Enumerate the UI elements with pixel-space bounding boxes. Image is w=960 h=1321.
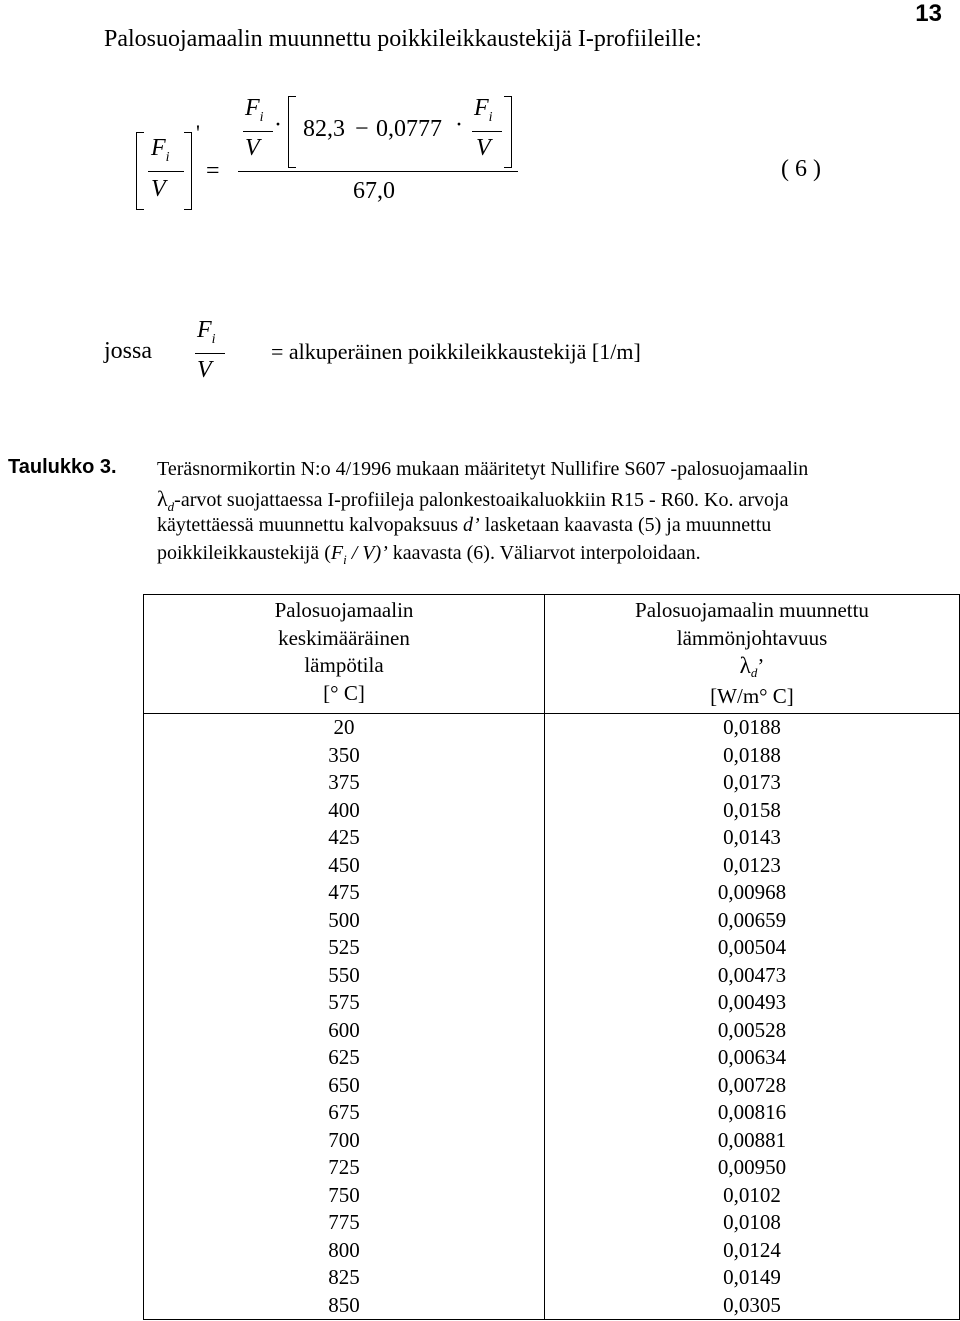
table-row (144, 1017, 960, 1045)
caption-line-3: käytettäessä muunnettu kalvopaksuus d’ lasketaan kaavasta (5) ja muunnettu (157, 514, 772, 536)
main-fraction-bar (238, 171, 518, 172)
temperature-cell: 20 (144, 714, 545, 742)
table-row (144, 1264, 960, 1292)
multiply-dot: · (274, 112, 282, 138)
conductivity-cell: 0,00493 (545, 989, 960, 1017)
conductivity-cell: 0,0188 (545, 714, 960, 742)
table-row (144, 1072, 960, 1100)
conductivity-cell: 0,0149 (545, 1264, 960, 1292)
page-number: 13 (915, 0, 942, 27)
table-row (144, 1182, 960, 1210)
table-row (144, 989, 960, 1017)
conductivity-cell: 0,0158 (545, 797, 960, 825)
temperature-cell: 375 (144, 769, 545, 797)
table-row (144, 1044, 960, 1072)
lhs-right-bracket (184, 132, 192, 210)
temperature-cell: 650 (144, 1072, 545, 1100)
lambda-symbol: λ (157, 486, 168, 511)
header-conductivity: Palosuojamaalin muunnettu lämmönjohtavuus λd’ [W/m° C] (545, 595, 960, 714)
lhs-numerator: $F_i$ (151, 135, 170, 165)
conductivity-table (143, 594, 960, 1320)
conductivity-cell: 0,00473 (545, 962, 960, 990)
caption-line-1: Teräsnormikortin N:o 4/1996 mukaan määritetyt Nullifire S607 -palosuojamaalin (157, 458, 809, 480)
table-row (144, 824, 960, 852)
temperature-cell: 775 (144, 1209, 545, 1237)
table-header-row (144, 595, 960, 714)
where-numerator: $F_i$ (197, 317, 216, 347)
table-row (144, 797, 960, 825)
conductivity-cell: 0,00728 (545, 1072, 960, 1100)
conductivity-cell: 0,0108 (545, 1209, 960, 1237)
where-denominator: V (197, 357, 212, 383)
table-row (144, 907, 960, 935)
table-row (144, 769, 960, 797)
temperature-cell: 700 (144, 1127, 545, 1155)
table-row (144, 1154, 960, 1182)
temperature-cell: 600 (144, 1017, 545, 1045)
table-row (144, 742, 960, 770)
inner-denominator-2: V (476, 135, 491, 161)
conductivity-cell: 0,00634 (545, 1044, 960, 1072)
temperature-cell: 425 (144, 824, 545, 852)
temperature-cell: 825 (144, 1264, 545, 1292)
lhs-left-bracket (136, 132, 144, 210)
temperature-cell: 475 (144, 879, 545, 907)
equation-number: ( 6 ) (781, 156, 821, 182)
where-fraction-bar (195, 353, 225, 354)
table-caption-label: Taulukko 3. (8, 456, 117, 478)
inner-numerator-1: $F_i$ (245, 95, 264, 125)
conductivity-cell: 0,00659 (545, 907, 960, 935)
temperature-cell: 850 (144, 1292, 545, 1320)
temperature-cell: 800 (144, 1237, 545, 1265)
temperature-cell: 675 (144, 1099, 545, 1127)
table-row (144, 1237, 960, 1265)
temperature-cell: 750 (144, 1182, 545, 1210)
constant-b: 0,0777 (376, 116, 442, 142)
table-row (144, 1292, 960, 1320)
temperature-cell: 550 (144, 962, 545, 990)
lhs-denominator: V (151, 176, 166, 202)
conductivity-cell: 0,0123 (545, 852, 960, 880)
temperature-cell: 725 (144, 1154, 545, 1182)
conductivity-cell: 0,00881 (545, 1127, 960, 1155)
conductivity-cell: 0,0102 (545, 1182, 960, 1210)
header-temperature: Palosuojamaalin keskimääräinen lämpötila [° C] (144, 595, 545, 714)
lhs-prime: ' (196, 120, 200, 145)
inner-fraction-bar-1 (243, 131, 273, 132)
temperature-cell: 525 (144, 934, 545, 962)
temperature-cell: 575 (144, 989, 545, 1017)
inner-denominator-1: V (245, 135, 260, 161)
conductivity-cell: 0,00950 (545, 1154, 960, 1182)
where-label: jossa (104, 338, 152, 364)
constant-a: 82,3 (303, 116, 345, 142)
table-row (144, 879, 960, 907)
caption-line-2: $\lambda_d$-arvot suojattaessa I-profiileja palonkestoaikaluokkiin R15 - R60. Ko. arvoja (157, 486, 789, 514)
equals-sign: = (206, 158, 220, 184)
temperature-cell: 350 (144, 742, 545, 770)
temperature-cell: 500 (144, 907, 545, 935)
inner-numerator-2: $F_i$ (474, 95, 493, 125)
table-row (144, 1127, 960, 1155)
conductivity-cell: 0,00816 (545, 1099, 960, 1127)
table-row (144, 934, 960, 962)
conductivity-cell: 0,0305 (545, 1292, 960, 1320)
inner-right-bracket (504, 96, 512, 168)
table-row (144, 1209, 960, 1237)
lambda-symbol: λ (739, 653, 751, 678)
conductivity-cell: 0,0188 (545, 742, 960, 770)
lhs-fraction-bar (148, 171, 184, 172)
conductivity-cell: 0,0124 (545, 1237, 960, 1265)
conductivity-cell: 0,00968 (545, 879, 960, 907)
temperature-cell: 400 (144, 797, 545, 825)
table-row (144, 1099, 960, 1127)
main-denominator: 67,0 (353, 178, 395, 204)
conductivity-cell: 0,00504 (545, 934, 960, 962)
where-description: = alkuperäinen poikkileikkaustekijä [1/m] (271, 339, 641, 364)
multiply-dot-2: · (455, 112, 463, 138)
conductivity-cell: 0,0143 (545, 824, 960, 852)
conductivity-cell: 0,0173 (545, 769, 960, 797)
conductivity-cell: 0,00528 (545, 1017, 960, 1045)
table-row (144, 962, 960, 990)
section-heading: Palosuojamaalin muunnettu poikkileikkaustekijä I-profiileille: (104, 26, 702, 52)
temperature-cell: 625 (144, 1044, 545, 1072)
table-row (144, 714, 960, 742)
table-row (144, 852, 960, 880)
inner-left-bracket (288, 96, 296, 168)
caption-line-4: poikkileikkaustekijä $(F_i / V)$’ kaavasta (6). Väliarvot interpoloidaan. (157, 542, 701, 567)
minus-sign: − (355, 116, 369, 142)
inner-fraction-bar-2 (472, 131, 502, 132)
temperature-cell: 450 (144, 852, 545, 880)
